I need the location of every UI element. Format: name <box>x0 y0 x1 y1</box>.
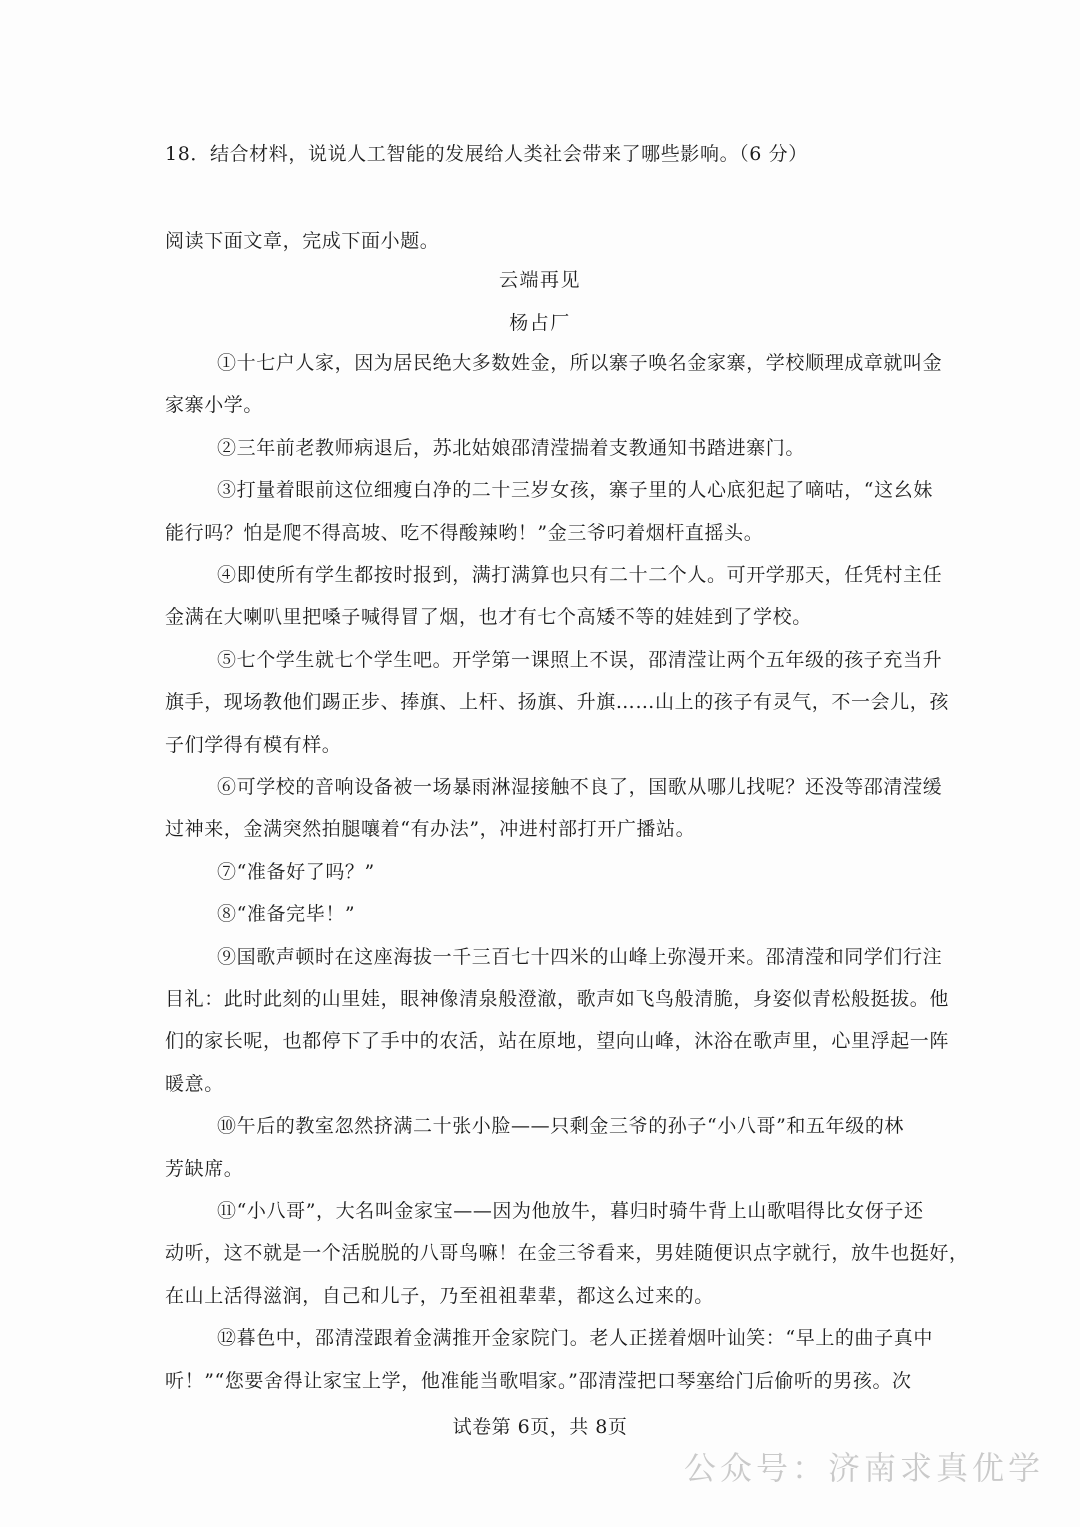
article-line: ⑦“准备好了吗？” <box>217 861 375 883</box>
article-line: ⑩午后的教室忽然挤满二十张小脸——只剩金三爷的孙子“小八哥”和五年级的林 <box>217 1115 905 1137</box>
article-line: ⑥可学校的音响设备被一场暴雨淋湿接触不良了，国歌从哪儿找呢？还没等邵清滢缓 <box>217 776 943 798</box>
article-line: ①十七户人家，因为居民绝大多数姓金，所以寨子唤名金家寨，学校顺理成章就叫金 <box>217 352 943 374</box>
article-line: 旗手，现场教他们踢正步、捧旗、上杆、扬旗、升旗……山上的孩子有灵气，不一会儿，孩 <box>165 691 950 713</box>
article-line: 能行吗？怕是爬不得高坡、吃不得酸辣哟！”金三爷叼着烟杆直摇头。 <box>165 522 764 544</box>
article-line: 在山上活得滋润，自己和儿子，乃至祖祖辈辈，都这么过来的。 <box>165 1285 714 1307</box>
article-line: ④即使所有学生都按时报到，满打满算也只有二十二个人。可开学那天，任凭村主任 <box>217 564 943 586</box>
article-line: ③打量着眼前这位细瘦白净的二十三岁女孩，寨子里的人心底犯起了嘀咕，“这幺妹 <box>217 479 933 501</box>
article-line: 听！”“您要舍得让家宝上学，他准能当歌唱家。”邵清滢把口琴塞给门后偷听的男孩。次 <box>165 1370 912 1392</box>
page-footer: 试卷第 6页，共 8页 <box>452 1416 628 1438</box>
watermark-text: 公众号：济南求真优学 <box>683 1449 1044 1487</box>
article-title: 云端再见 <box>498 269 581 291</box>
article-author: 杨占厂 <box>509 312 571 334</box>
article-line: 们的家长呢，也都停下了手中的农活，站在原地，望向山峰，沐浴在歌声里，心里浮起一阵 <box>165 1030 950 1052</box>
article-line: ⑨国歌声顿时在这座海拔一千三百七十四米的山峰上弥漫开来。邵清滢和同学们行注 <box>217 946 943 968</box>
article-line: 家寨小学。 <box>165 394 264 416</box>
article-line: 目礼：此时此刻的山里娃，眼神像清泉般澄澈，歌声如飞鸟般清脆，身姿似青松般挺拔。他 <box>165 988 950 1010</box>
question-18: 18．结合材料，说说人工智能的发展给人类社会带来了哪些影响。（6 分） <box>165 143 808 165</box>
article-line: ⑫暮色中，邵清滢跟着金满推开金家院门。老人正搓着烟叶讪笑：“早上的曲子真中 <box>217 1327 933 1349</box>
article-line: ⑧“准备完毕！” <box>217 903 356 925</box>
reading-instruction: 阅读下面文章，完成下面小题。 <box>165 230 440 252</box>
article-line: 金满在大喇叭里把嗓子喊得冒了烟，也才有七个高矮不等的娃娃到了学校。 <box>165 606 812 628</box>
article-line: ②三年前老教师病退后，苏北姑娘邵清滢揣着支教通知书踏进寨门。 <box>217 437 806 459</box>
article-line: 子们学得有模有样。 <box>165 734 342 756</box>
article-line: ⑪“小八哥”，大名叫金家宝——因为他放牛，暮归时骑牛背上山歌唱得比女伢子还 <box>217 1200 924 1222</box>
article-line: 芳缺席。 <box>165 1158 244 1180</box>
article-line: ⑤七个学生就七个学生吧。开学第一课照上不误，邵清滢让两个五年级的孩子充当升 <box>217 649 943 671</box>
article-line: 过神来，金满突然拍腿嚷着“有办法”，冲进村部打开广播站。 <box>165 818 696 840</box>
article-line: 暖意。 <box>165 1073 224 1095</box>
article-line: 动听，这不就是一个活脱脱的八哥鸟嘛！在金三爷看来，男娃随便识点字就行，放牛也挺好， <box>165 1242 969 1264</box>
